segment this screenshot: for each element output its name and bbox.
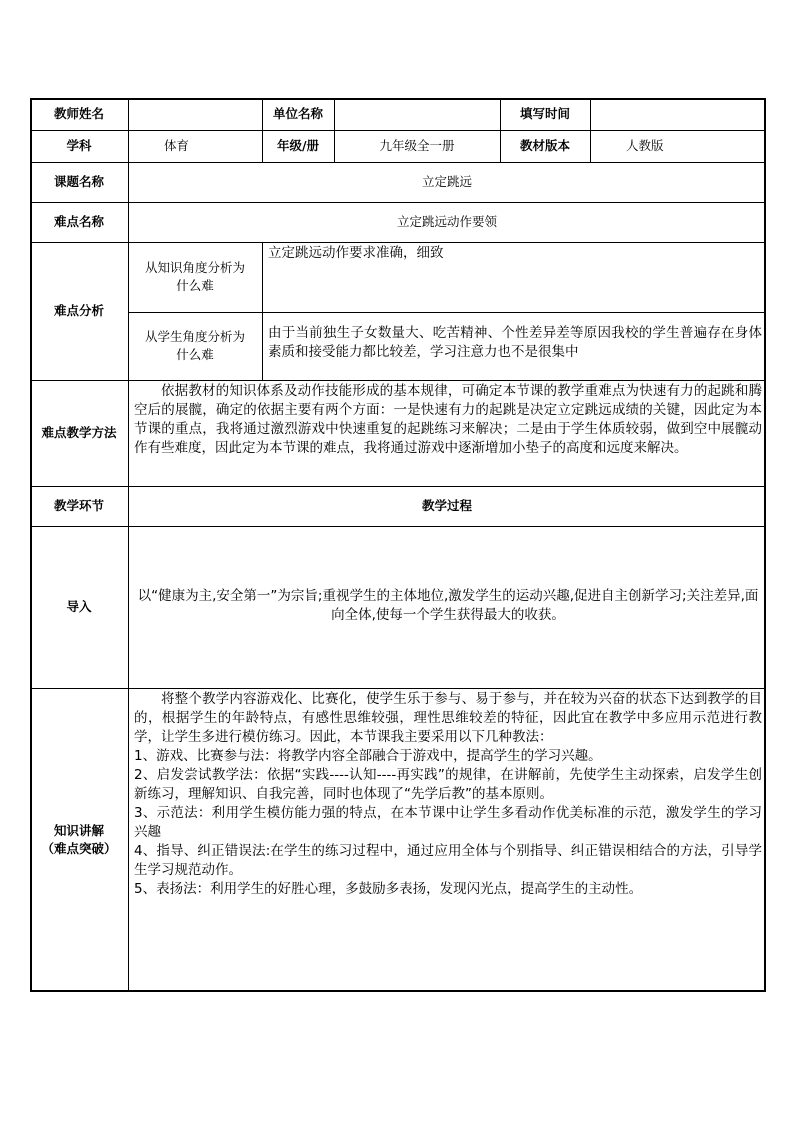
table-border [30,98,766,992]
topic-label: 课题名称 [53,174,104,189]
analysis-label: 难点分析 [53,303,104,318]
intro-label: 导入 [66,599,92,614]
knowledge-angle-label: 从知识角度分析为什么难 [144,260,245,293]
topic-value: 立定跳远 [421,174,472,189]
teacher-name-label: 教师姓名 [53,106,104,121]
edition-label: 教材版本 [519,138,570,153]
knowledge-intro-paragraph: 将整个教学内容游戏化、比赛化，使学生乐于参与、易于参与，并在较为兴奋的状态下达到教学的目的，根据学生的年龄特点，有感性思维较强，理性思维较差的特征，因此宜在教学中多应用示范进行教学，让学生多进行模仿练习。因此，本节课我主要采用以下几种教法： [134,691,762,745]
difficulty-value: 立定跳远动作要领 [396,214,497,229]
unit-label: 单位名称 [272,106,323,121]
knowledge-item: 3、示范法：利用学生模仿能力强的特点，在本节课中让学生多看动作优美标准的示范，激发学生的学习兴趣 [134,805,762,840]
date-label: 填写时间 [519,106,570,121]
student-angle-text: 由于当前独生子女数量大、吃苦精神、个性差异差等原因我校的学生普遍存在身体素质和接受能力都比较差，学习注意力也不是很集中 [268,325,762,360]
knowledge-label-line2: （难点突破） [41,841,117,856]
lesson-plan-table [30,98,766,992]
knowledge-angle-text: 立定跳远动作要求准确，细致 [268,245,444,261]
intro-text: 以“健康为主,安全第一”为宗旨;重视学生的主体地位,激发学生的运动兴趣,促进自主创新学习;关注差异,面向全体,使每一个学生获得最大的收获。 [137,588,759,623]
grade-label: 年级/册 [276,138,320,153]
knowledge-item: 1、游戏、比赛参与法：将教学内容全部融合于游戏中，提高学生的学习兴趣。 [134,748,602,764]
method-text: 依据教材的知识体系及动作技能形成的基本规律，可确定本节课的教学重难点为快速有力的起跳和腾空后的展髋，确定的依据主要有两个方面：一是快速有力的起跳是决定立定跳远成绩的关键，因此定为本节课的重点，我将通过激烈游戏中快速重复的起跳练习来解决；二是由于学生体质较弱，做到空中展髋动作有些难度，因此定为本节课的难点，我将通过游戏中逐渐增加小垫子的高度和远度来解决。 [134,383,762,456]
knowledge-item: 4、指导、纠正错误法:在学生的练习过程中，通过应用全体与个别指导、纠正错误相结合的方法，引导学生学习规范动作。 [134,843,762,878]
student-angle-label: 从学生角度分析为什么难 [144,329,245,362]
edition-value: 人教版 [626,138,664,153]
difficulty-label: 难点名称 [53,214,104,229]
knowledge-item: 5、表扬法：利用学生的好胜心理，多鼓励多表扬，发现闪光点，提高学生的主动性。 [134,881,643,897]
knowledge-item: 2、启发尝试教学法：依据“实践----认知----再实践”的规律，在讲解前，先使学生主动探索，启发学生创新练习，理解知识、自我完善，同时也体现了“先学后教”的基本原则。 [134,767,762,802]
grade-value: 九年级全一册 [379,138,455,153]
subject-value: 体育 [164,138,190,153]
knowledge-label-line1: 知识讲解 [53,823,104,838]
process-label: 教学过程 [421,498,472,513]
process-stage-label: 教学环节 [53,498,104,513]
method-label: 难点教学方法 [41,425,117,440]
subject-label: 学科 [66,138,92,153]
